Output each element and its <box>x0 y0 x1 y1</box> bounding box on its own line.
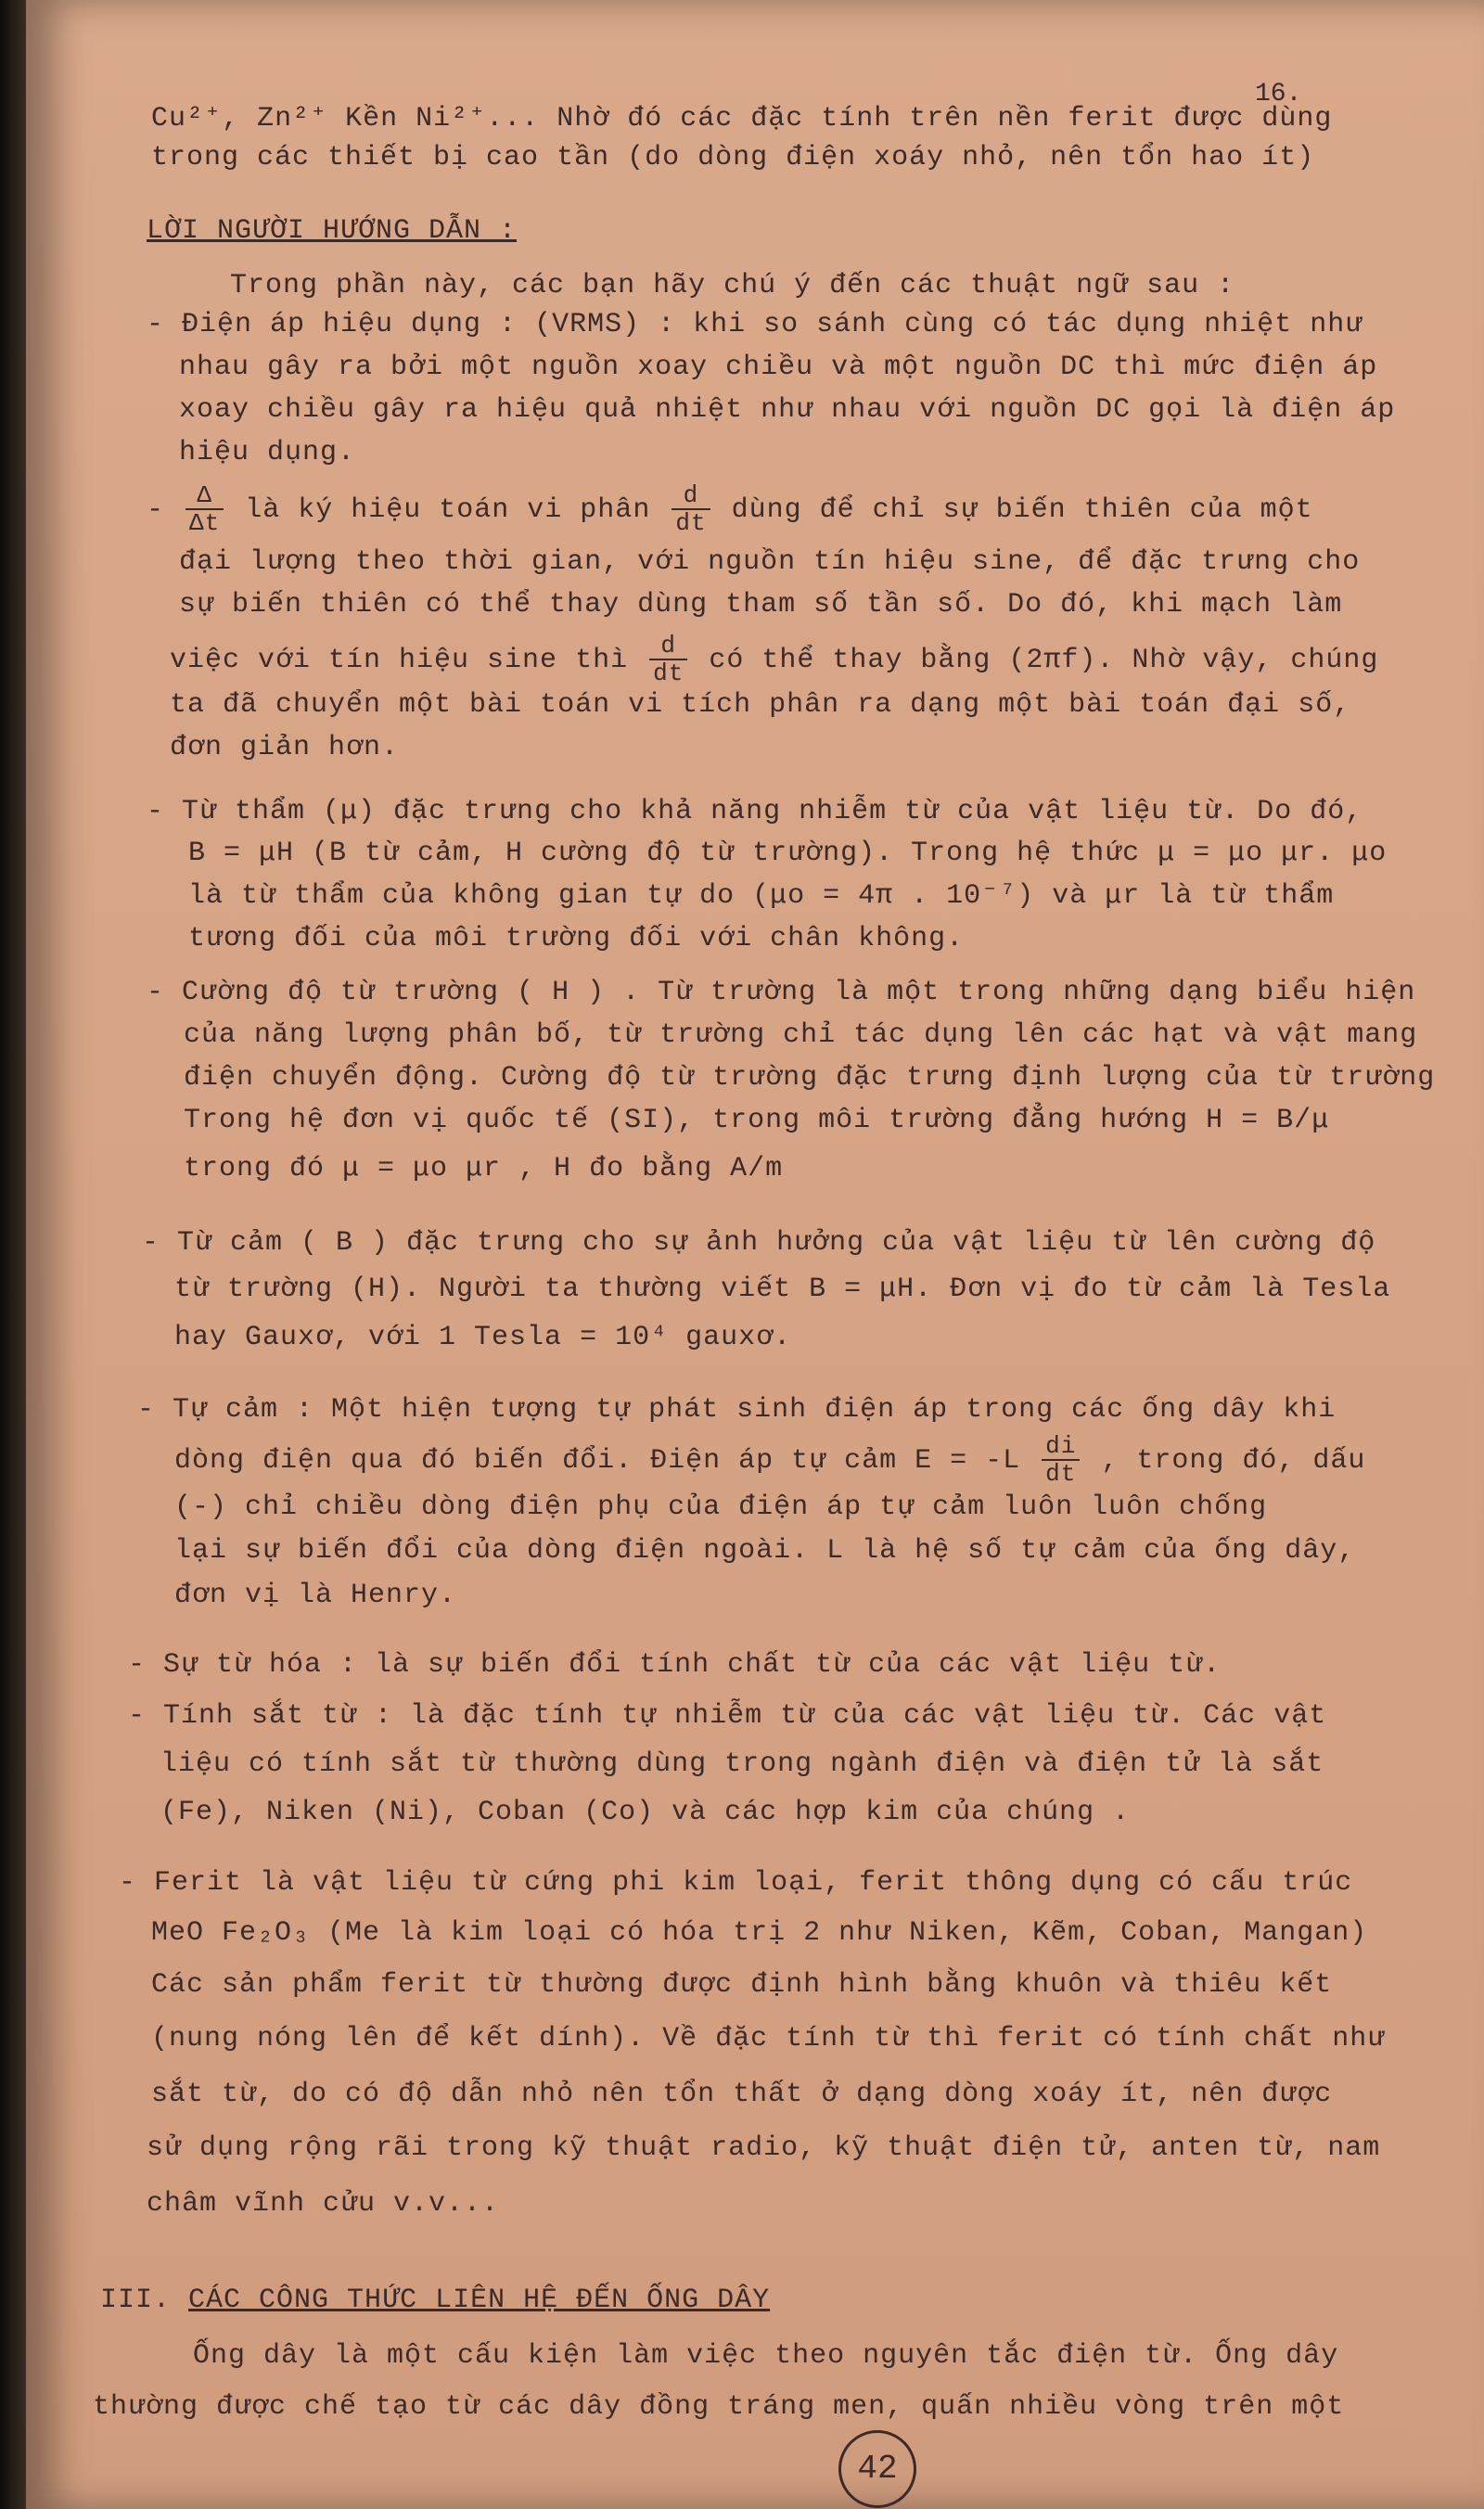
page-number: 16. <box>1255 80 1302 109</box>
rms-line-2: nhau gây ra bởi một nguồn xoay chiều và một nguồn DC thì mức điện áp <box>179 352 1378 383</box>
self-induction-line-3: (-) chỉ chiều dòng điện phụ của điện áp tự cảm luôn luôn chống <box>174 1491 1268 1523</box>
guide-heading: LỜI NGƯỜI HƯỚNG DẪN : <box>147 215 518 247</box>
ferrite-line-3: Các sản phẩm ferit từ thường được định hình bằng khuôn và thiêu kết <box>151 1969 1333 2001</box>
diff-line-4: việc với tín hiệu sine thì $\frac{d}{dt}$ có thể thay bằng (2πf). Nhờ vậy, chúng <box>170 632 1379 687</box>
d-dt-fraction: $\frac{d}{dt}$ <box>672 482 710 536</box>
rms-line-3: xoay chiều gây ra hiệu quả nhiệt như nhau với nguồn DC gọi là điện áp <box>179 394 1396 426</box>
ferromagnetic-line-1: - Tính sắt từ : là đặc tính tự nhiễm từ của các vật liệu từ. Các vật <box>128 1700 1327 1732</box>
delta-fraction: $\frac{\Delta}{\Delta t}$ <box>186 482 224 536</box>
ferromagnetic-line-3: (Fe), Niken (Ni), Coban (Co) và các hợp kim của chúng . <box>160 1797 1131 1828</box>
field-line-2: của năng lượng phân bố, từ trường chỉ tác dụng lên các hạt và vật mang <box>184 1019 1418 1051</box>
field-line-1: - Cường độ từ trường ( H ) . Từ trường là một trong những dạng biểu hiện <box>147 977 1416 1008</box>
ferrite-line-4: (nung nóng lên để kết dính). Về đặc tính từ thì ferit có tính chất như <box>151 2023 1386 2055</box>
ferrite-line-6: sử dụng rộng rãi trong kỹ thuật radio, kỹ thuật điện tử, anten từ, nam <box>147 2132 1381 2164</box>
permeability-line-4: tương đối của môi trường đối với chân không. <box>188 923 965 954</box>
permeability-line-2: B = μH (B từ cảm, H cường độ từ trường). Trong hệ thức μ = μo μr. μo <box>188 838 1388 869</box>
diff-line-5: ta đã chuyển một bài toán vi tích phân ra dạng một bài toán đại số, <box>170 689 1351 721</box>
d-dt-fraction-2: $\frac{d}{dt}$ <box>649 633 687 686</box>
permeability-line-1: - Từ thẩm (μ) đặc trưng cho khả năng nhiễm từ của vật liệu từ. Do đó, <box>147 796 1363 827</box>
diff-line-6: đơn giản hơn. <box>170 732 400 763</box>
rms-line-4: hiệu dụng. <box>179 437 356 468</box>
ferrite-line-5: sắt từ, do có độ dẫn nhỏ nên tổn thất ở dạng dòng xoáy ít, nên được <box>151 2079 1333 2110</box>
induction-line-1: - Từ cảm ( B ) đặc trưng cho sự ảnh hưởng của vật liệu từ lên cường độ <box>142 1227 1376 1259</box>
section-3-number: III. <box>100 2285 172 2316</box>
section-3-heading <box>100 2282 770 2319</box>
field-line-5: trong đó μ = μo μr , H đo bằng A/m <box>184 1153 784 1184</box>
guide-intro: Trong phần này, các bạn hãy chú ý đến các thuật ngữ sau : <box>230 270 1235 301</box>
ferrite-line-2: MeO Fe₂O₃ (Me là kim loại có hóa trị 2 như Niken, Kẽm, Coban, Mangan) <box>151 1917 1368 1949</box>
field-line-3: điện chuyển động. Cường độ từ trường đặc trưng định lượng của từ trường <box>184 1062 1436 1094</box>
self-induction-line-4: lại sự biến đổi của dòng điện ngoài. L là hệ số tự cảm của ống dây, <box>174 1535 1356 1567</box>
magnetization-line: - Sự từ hóa : là sự biến đổi tính chất từ của các vật liệu từ. <box>128 1649 1222 1681</box>
self-induction-line-5: đơn vị là Henry. <box>174 1580 457 1611</box>
ferrite-line-1: - Ferit là vật liệu từ cứng phi kim loại, ferit thông dụng có cấu trúc <box>119 1867 1353 1899</box>
intro-line-1: Cu²⁺, Zn²⁺ Kền Ni²⁺... Nhờ đó các đặc tính trên nền ferit được dùng <box>151 103 1333 134</box>
diff-line-1: - $\frac{\Delta}{\Delta t}$ là ký hiệu toán vi phân $\frac{d}{dt}$ dùng để chỉ sự biến thiên của một <box>147 481 1313 537</box>
di-dt-fraction: $\frac{di}{dt}$ <box>1042 1433 1080 1487</box>
rms-line-1: - Điện áp hiệu dụng : (VRMS) : khi so sánh cùng có tác dụng nhiệt như <box>147 309 1363 340</box>
section-3-line-2: thường được chế tạo từ các dây đồng tráng men, quấn nhiều vòng trên một <box>93 2391 1345 2423</box>
diff-line-2: đại lượng theo thời gian, với nguồn tín hiệu sine, để đặc trưng cho <box>179 546 1361 578</box>
section-3-title: CÁC CÔNG THỨC LIÊN HỆ ĐẾN ỐNG DÂY <box>188 2285 771 2316</box>
section-3-line-1: Ống dây là một cấu kiện làm việc theo nguyên tắc điện từ. Ống dây <box>193 2340 1339 2372</box>
induction-line-2: từ trường (H). Người ta thường viết B = μH. Đơn vị đo từ cảm là Tesla <box>174 1274 1391 1305</box>
folio-number: 42 <box>838 2430 916 2508</box>
page-edge-shadow <box>0 0 26 2509</box>
self-induction-line-2: dòng điện qua đó biến đổi. Điện áp tự cảm E = -L $\frac{di}{dt}$ , trong đó, dấu <box>174 1432 1366 1488</box>
induction-line-3: hay Gauxơ, với 1 Tesla = 10⁴ gauxơ. <box>174 1322 792 1353</box>
ferromagnetic-line-2: liệu có tính sắt từ thường dùng trong ngành điện và điện tử là sắt <box>160 1748 1324 1780</box>
intro-line-2: trong các thiết bị cao tần (do dòng điện xoáy nhỏ, nên tổn hao ít) <box>151 142 1315 173</box>
document-page <box>26 0 1484 2509</box>
ferrite-line-7: châm vĩnh cửu v.v... <box>147 2188 500 2220</box>
diff-line-3: sự biến thiên có thể thay dùng tham số tần số. Do đó, khi mạch làm <box>179 589 1343 621</box>
self-induction-line-1: - Tự cảm : Một hiện tượng tự phát sinh điện áp trong các ống dây khi <box>137 1394 1337 1426</box>
field-line-4: Trong hệ đơn vị quốc tế (SI), trong môi trường đẳng hướng H = B/μ <box>184 1105 1330 1136</box>
permeability-line-3: là từ thẩm của không gian tự do (μo = 4π . 10⁻⁷) và μr là từ thẩm <box>188 880 1335 912</box>
